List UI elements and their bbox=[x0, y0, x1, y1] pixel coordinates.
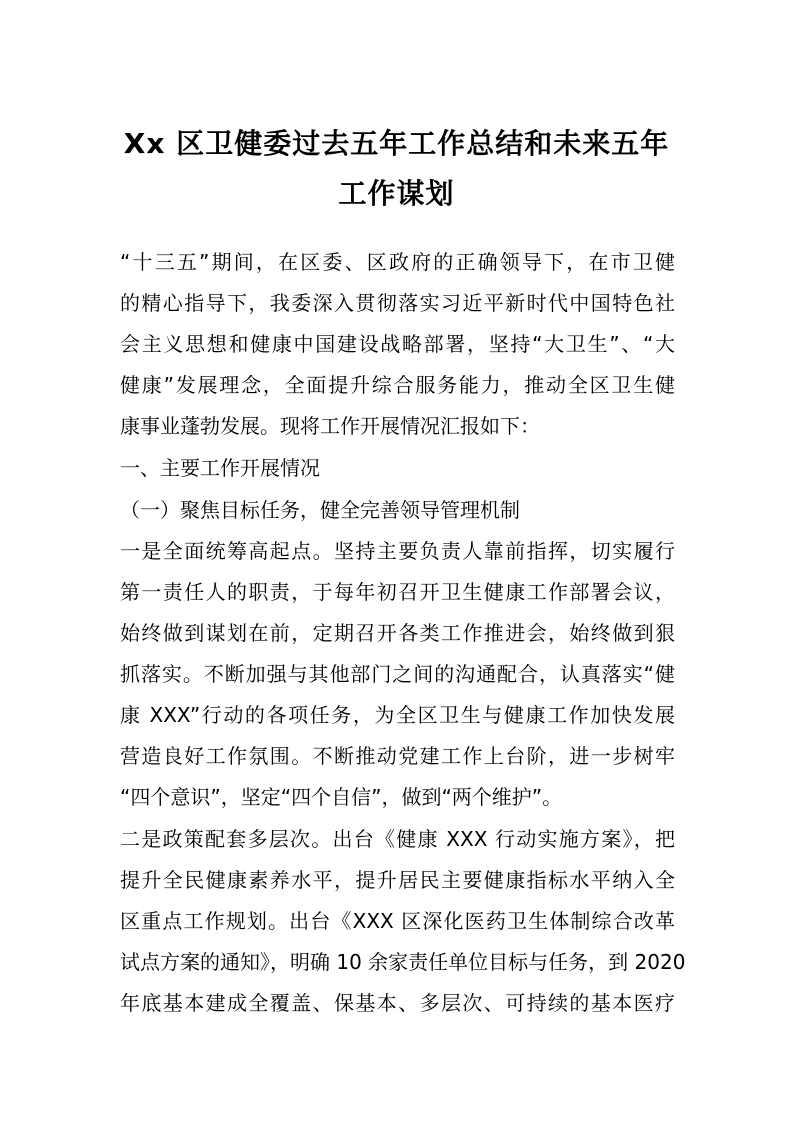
document-title-line-1: Xx 区卫健委过去五年工作总结和未来五年 bbox=[123, 127, 670, 160]
body-line-7: 第一责任人的职责，于每年初召开卫生健康工作部署会议， bbox=[120, 580, 675, 604]
body-line-2: 的精心指导下，我委深入贯彻落实习近平新时代中国特色社 bbox=[120, 291, 675, 315]
body-line-17: 年底基本建成全覆盖、保基本、多层次、可持续的基本医疗 bbox=[120, 991, 675, 1015]
body-line-11: 营造良好工作氛围。不断推动党建工作上台阶，进一步树牢 bbox=[120, 744, 675, 768]
body-line-10: 康 XXX”行动的各项任务，为全区卫生与健康工作加快发展 bbox=[120, 703, 675, 727]
body-line-13: 二是政策配套多层次。出台《健康 XXX 行动实施方案》，把 bbox=[120, 827, 675, 851]
body-line-8: 始终做到谋划在前，定期召开各类工作推进会，始终做到狠 bbox=[120, 621, 675, 645]
body-line-15: 区重点工作规划。出台《XXX 区深化医药卫生体制综合改革 bbox=[120, 909, 675, 933]
body-line-4: 健康”发展理念，全面提升综合服务能力，推动全区卫生健 bbox=[120, 373, 675, 397]
body-line-12: “四个意识”，坚定“四个自信”，做到“两个维护”。 bbox=[120, 785, 563, 809]
body-line-3: 会主义思想和健康中国建设战略部署，坚持“大卫生”、“大 bbox=[120, 332, 675, 356]
document-title-line-2: 工作谋划 bbox=[338, 177, 455, 210]
body-line-5: 康事业蓬勃发展。现将工作开展情况汇报如下： bbox=[120, 414, 540, 438]
subsection-heading-1: （一）聚焦目标任务，健全完善领导管理机制 bbox=[120, 498, 520, 522]
body-line-1: “十三五”期间，在区委、区政府的正确领导下，在市卫健 bbox=[120, 250, 675, 274]
body-line-9: 抓落实。不断加强与其他部门之间的沟通配合，认真落实“健 bbox=[120, 662, 675, 686]
body-line-16: 试点方案的通知》，明确 10 余家责任单位目标与任务，到 2020 bbox=[120, 950, 686, 974]
body-line-6: 一是全面统筹高起点。坚持主要负责人靠前指挥，切实履行 bbox=[120, 539, 675, 563]
body-line-14: 提升全民健康素养水平，提升居民主要健康指标水平纳入全 bbox=[120, 868, 675, 892]
section-heading-1: 一、主要工作开展情况 bbox=[120, 456, 320, 480]
